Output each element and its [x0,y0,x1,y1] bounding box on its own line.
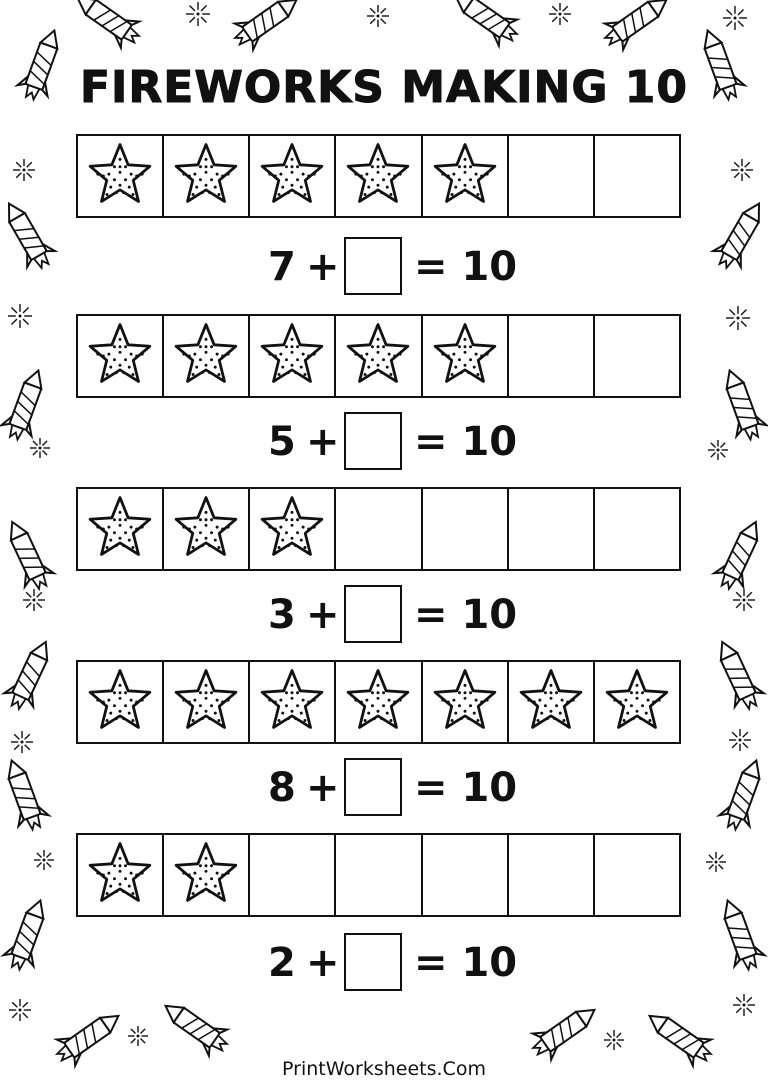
sparkle-icon [604,1030,624,1050]
frame-cell [595,835,679,915]
sparkle-icon [731,159,753,181]
equation-addend: 3 [268,592,296,638]
answer-box[interactable] [344,585,402,643]
sparkle-icon [128,1026,148,1046]
dotted-star-icon [341,665,415,739]
equation-result: = 10 [414,940,518,986]
equation-addend: 7 [268,244,296,290]
answer-box[interactable] [344,412,402,470]
frame-cell [250,489,336,569]
frame-cell [509,662,595,742]
dotted-star-icon [169,319,243,393]
dotted-star-icon [341,139,415,213]
frame-cell [509,316,595,396]
ten-frame-3 [76,487,681,571]
frame-cell [423,136,509,216]
ten-frame-5 [76,833,681,917]
answer-box[interactable] [344,933,402,991]
frame-cell [78,489,164,569]
frame-cell [509,489,595,569]
equation-plus-sign: + [306,419,340,465]
frame-cell [509,136,595,216]
dotted-star-icon [83,319,157,393]
worksheet-title: FIREWORKS MAKING 10 [79,62,689,113]
dotted-star-icon [600,665,674,739]
sparkle-icon [723,6,747,30]
frame-cell [595,489,679,569]
frame-cell [78,136,164,216]
equation-addend: 5 [268,419,296,465]
rocket-icon [68,0,145,52]
frame-cell [164,489,250,569]
equation-plus-sign: + [306,765,340,811]
frame-cell [164,835,250,915]
frame-cell [78,316,164,396]
sparkle-icon [733,994,755,1016]
dotted-star-icon [83,838,157,912]
frame-cell [423,662,509,742]
equation-4 [0,758,768,820]
frame-cell [250,835,336,915]
frame-cell [336,489,422,569]
dotted-star-icon [169,139,243,213]
frame-cell [423,489,509,569]
sparkle-icon [726,306,750,330]
equation-result: = 10 [414,765,518,811]
rocket-icon [711,515,768,594]
dotted-star-icon [255,319,329,393]
equation-plus-sign: + [306,592,340,638]
sparkle-icon [13,159,35,181]
equation-plus-sign: + [306,940,340,986]
sparkle-icon [706,852,726,872]
rocket-icon [0,515,57,594]
equation-5 [0,933,768,995]
ten-frame-1 [76,134,681,218]
frame-cell [164,316,250,396]
frame-cell [336,316,422,396]
sparkle-icon [186,2,210,26]
equation-1 [0,237,768,299]
frame-cell [595,662,679,742]
frame-cell [595,316,679,396]
equation-result: = 10 [414,244,518,290]
dotted-star-icon [255,139,329,213]
rocket-icon [156,993,233,1061]
dotted-star-icon [428,139,502,213]
dotted-star-icon [169,665,243,739]
dotted-star-icon [255,665,329,739]
rocket-icon [598,0,675,54]
frame-cell [164,662,250,742]
frame-cell [250,316,336,396]
sparkle-icon [729,729,751,751]
frame-cell [78,662,164,742]
dotted-star-icon [169,838,243,912]
frame-cell [250,136,336,216]
rocket-icon [526,997,603,1065]
frame-cell [423,316,509,396]
frame-cell [336,835,422,915]
equation-result: = 10 [414,419,518,465]
equation-2 [0,412,768,474]
sparkle-icon [367,5,389,27]
dotted-star-icon [428,665,502,739]
frame-cell [509,835,595,915]
sparkle-icon [9,999,31,1021]
equation-result: = 10 [414,592,518,638]
dotted-star-icon [428,319,502,393]
dotted-star-icon [83,139,157,213]
equation-addend: 2 [268,940,296,986]
frame-cell [595,136,679,216]
ten-frame-2 [76,314,681,398]
frame-cell [423,835,509,915]
frame-cell [250,662,336,742]
dotted-star-icon [341,319,415,393]
sparkle-icon [8,304,32,328]
answer-box[interactable] [344,237,402,295]
rocket-icon [228,0,305,54]
dotted-star-icon [514,665,588,739]
equation-3 [0,585,768,647]
sparkle-icon [549,3,571,25]
frame-cell [164,136,250,216]
sparkle-icon [11,731,33,753]
answer-box[interactable] [344,758,402,816]
equation-plus-sign: + [306,244,340,290]
rocket-icon [446,0,523,50]
footer-credit: PrintWorksheets.Com [282,1058,486,1080]
sparkle-icon [34,850,54,870]
dotted-star-icon [83,492,157,566]
frame-cell [78,835,164,915]
frame-cell [336,136,422,216]
ten-frame-4 [76,660,681,744]
dotted-star-icon [83,665,157,739]
dotted-star-icon [255,492,329,566]
frame-cell [336,662,422,742]
equation-addend: 8 [268,765,296,811]
dotted-star-icon [169,492,243,566]
